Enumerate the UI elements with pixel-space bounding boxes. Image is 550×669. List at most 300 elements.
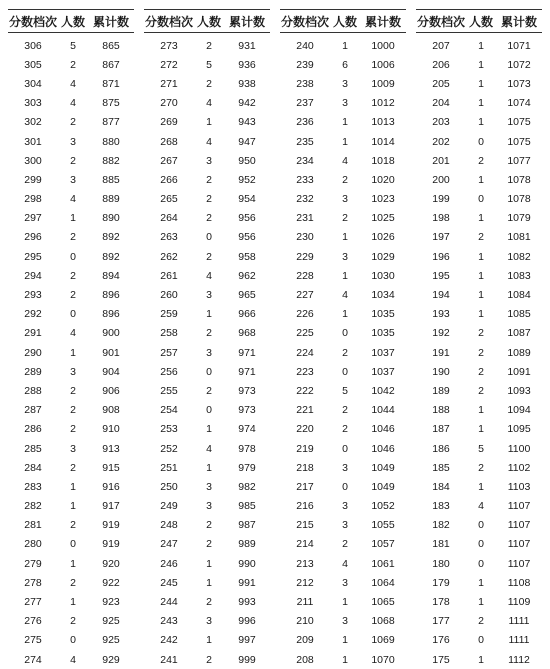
header-score-level: 分数档次 bbox=[8, 14, 57, 29]
cell-count: 4 bbox=[342, 154, 348, 167]
table-row bbox=[8, 94, 134, 113]
cell-score-level: 186 bbox=[432, 442, 450, 455]
cell-cumulative: 900 bbox=[102, 327, 120, 340]
cell-score-level: 205 bbox=[432, 77, 450, 90]
cell-score-level: 230 bbox=[296, 231, 314, 244]
table-row bbox=[416, 305, 542, 324]
cell-cumulative: 1061 bbox=[371, 557, 395, 570]
cell-count: 1 bbox=[342, 116, 348, 129]
table-row bbox=[144, 458, 270, 477]
table-row bbox=[280, 247, 406, 266]
cell-cumulative: 1037 bbox=[371, 365, 395, 378]
cell-cumulative: 1044 bbox=[371, 404, 395, 417]
cell-count: 2 bbox=[342, 404, 348, 417]
cell-count: 2 bbox=[70, 58, 76, 71]
cell-cumulative: 962 bbox=[238, 269, 256, 282]
cell-count: 3 bbox=[342, 193, 348, 206]
cell-count: 2 bbox=[206, 77, 212, 90]
cell-score-level: 261 bbox=[160, 269, 178, 282]
cell-score-level: 244 bbox=[160, 596, 178, 609]
table-row bbox=[8, 266, 134, 285]
cell-cumulative: 1094 bbox=[507, 404, 531, 417]
cell-cumulative: 1029 bbox=[371, 250, 395, 263]
cell-score-level: 275 bbox=[24, 634, 42, 647]
cell-count: 2 bbox=[70, 615, 76, 628]
table-row bbox=[8, 247, 134, 266]
table-row bbox=[280, 209, 406, 228]
table-row bbox=[144, 439, 270, 458]
cell-count: 2 bbox=[206, 653, 212, 666]
cell-score-level: 236 bbox=[296, 116, 314, 129]
cell-cumulative: 1075 bbox=[507, 135, 531, 148]
cell-count: 1 bbox=[478, 39, 484, 52]
table-row bbox=[416, 151, 542, 170]
table-column-group bbox=[144, 9, 270, 669]
cell-count: 3 bbox=[70, 173, 76, 186]
cell-cumulative: 1046 bbox=[371, 442, 395, 455]
header-cumulative: 累计数 bbox=[364, 14, 401, 29]
cell-score-level: 233 bbox=[296, 173, 314, 186]
cell-count: 1 bbox=[478, 116, 484, 129]
cell-cumulative: 1026 bbox=[371, 231, 395, 244]
cell-count: 3 bbox=[70, 135, 76, 148]
cell-score-level: 267 bbox=[160, 154, 178, 167]
cell-cumulative: 1079 bbox=[507, 212, 531, 225]
table-row bbox=[8, 477, 134, 496]
cell-cumulative: 974 bbox=[238, 423, 256, 436]
cell-score-level: 206 bbox=[432, 58, 450, 71]
cell-score-level: 195 bbox=[432, 269, 450, 282]
table-row bbox=[8, 113, 134, 132]
cell-cumulative: 906 bbox=[102, 384, 120, 397]
cell-count: 0 bbox=[70, 308, 76, 321]
cell-score-level: 197 bbox=[432, 231, 450, 244]
cell-count: 1 bbox=[70, 500, 76, 513]
table-row bbox=[416, 592, 542, 611]
table-row bbox=[8, 516, 134, 535]
cell-cumulative: 936 bbox=[238, 58, 256, 71]
table-body bbox=[416, 33, 542, 669]
cell-cumulative: 916 bbox=[102, 480, 120, 493]
cell-score-level: 270 bbox=[160, 97, 178, 110]
table-row bbox=[280, 170, 406, 189]
table-row bbox=[280, 55, 406, 74]
cell-score-level: 210 bbox=[296, 615, 314, 628]
cell-cumulative: 997 bbox=[238, 634, 256, 647]
table-row bbox=[416, 516, 542, 535]
cell-cumulative: 1064 bbox=[371, 576, 395, 589]
header-score-level: 分数档次 bbox=[144, 14, 193, 29]
cell-cumulative: 913 bbox=[102, 442, 120, 455]
cell-score-level: 175 bbox=[432, 653, 450, 666]
cell-cumulative: 954 bbox=[238, 193, 256, 206]
cell-score-level: 227 bbox=[296, 289, 314, 302]
cell-cumulative: 1071 bbox=[507, 39, 531, 52]
table-row bbox=[144, 94, 270, 113]
cell-count: 4 bbox=[478, 500, 484, 513]
cell-count: 3 bbox=[342, 615, 348, 628]
cell-cumulative: 920 bbox=[102, 557, 120, 570]
cell-score-level: 284 bbox=[24, 461, 42, 474]
cell-score-level: 303 bbox=[24, 97, 42, 110]
header-score-level: 分数档次 bbox=[280, 14, 329, 29]
table-row bbox=[280, 439, 406, 458]
cell-cumulative: 1093 bbox=[507, 384, 531, 397]
cell-score-level: 300 bbox=[24, 154, 42, 167]
cell-count: 2 bbox=[206, 384, 212, 397]
cell-count: 2 bbox=[478, 384, 484, 397]
cell-count: 1 bbox=[342, 596, 348, 609]
header-count: 人数 bbox=[332, 14, 357, 29]
cell-score-level: 286 bbox=[24, 423, 42, 436]
cell-cumulative: 1049 bbox=[371, 480, 395, 493]
cell-count: 2 bbox=[206, 538, 212, 551]
table-row bbox=[416, 36, 542, 55]
cell-count: 0 bbox=[206, 231, 212, 244]
cell-score-level: 181 bbox=[432, 538, 450, 551]
table-row bbox=[144, 132, 270, 151]
table-row bbox=[280, 497, 406, 516]
cell-count: 4 bbox=[342, 557, 348, 570]
cell-score-level: 276 bbox=[24, 615, 42, 628]
cell-score-level: 253 bbox=[160, 423, 178, 436]
cell-count: 1 bbox=[342, 653, 348, 666]
table-row bbox=[416, 554, 542, 573]
cell-score-level: 305 bbox=[24, 58, 42, 71]
cell-count: 0 bbox=[478, 193, 484, 206]
table-row bbox=[8, 573, 134, 592]
table-row bbox=[416, 477, 542, 496]
cell-cumulative: 1046 bbox=[371, 423, 395, 436]
header-score-level: 分数档次 bbox=[416, 14, 465, 29]
cell-cumulative: 1018 bbox=[371, 154, 395, 167]
cell-count: 2 bbox=[70, 289, 76, 302]
cell-count: 0 bbox=[70, 250, 76, 263]
cell-count: 1 bbox=[206, 634, 212, 647]
cell-score-level: 290 bbox=[24, 346, 42, 359]
cell-score-level: 179 bbox=[432, 576, 450, 589]
cell-cumulative: 1052 bbox=[371, 500, 395, 513]
table-row bbox=[8, 554, 134, 573]
cell-score-level: 272 bbox=[160, 58, 178, 71]
cell-cumulative: 1020 bbox=[371, 173, 395, 186]
cell-cumulative: 1100 bbox=[507, 442, 531, 455]
cell-count: 1 bbox=[478, 308, 484, 321]
cell-cumulative: 956 bbox=[238, 231, 256, 244]
cell-count: 4 bbox=[206, 269, 212, 282]
cell-score-level: 235 bbox=[296, 135, 314, 148]
cell-score-level: 191 bbox=[432, 346, 450, 359]
table-row bbox=[144, 55, 270, 74]
table-row bbox=[8, 362, 134, 381]
cell-cumulative: 1065 bbox=[371, 596, 395, 609]
table-row bbox=[144, 650, 270, 669]
cell-score-level: 277 bbox=[24, 596, 42, 609]
cell-score-level: 223 bbox=[296, 365, 314, 378]
cell-cumulative: 877 bbox=[102, 116, 120, 129]
cell-cumulative: 1055 bbox=[371, 519, 395, 532]
cell-cumulative: 947 bbox=[238, 135, 256, 148]
cell-cumulative: 1078 bbox=[507, 193, 531, 206]
cell-cumulative: 990 bbox=[238, 557, 256, 570]
cell-score-level: 229 bbox=[296, 250, 314, 263]
table-row bbox=[144, 535, 270, 554]
cell-count: 1 bbox=[478, 423, 484, 436]
table-row bbox=[144, 516, 270, 535]
table-row bbox=[416, 228, 542, 247]
cell-count: 1 bbox=[206, 116, 212, 129]
cell-count: 2 bbox=[478, 154, 484, 167]
cell-count: 0 bbox=[478, 634, 484, 647]
cell-cumulative: 889 bbox=[102, 193, 120, 206]
cell-score-level: 245 bbox=[160, 576, 178, 589]
cell-count: 2 bbox=[70, 423, 76, 436]
cell-score-level: 204 bbox=[432, 97, 450, 110]
cell-count: 2 bbox=[342, 538, 348, 551]
cell-cumulative: 982 bbox=[238, 480, 256, 493]
cell-score-level: 196 bbox=[432, 250, 450, 263]
cell-cumulative: 989 bbox=[238, 538, 256, 551]
cell-score-level: 200 bbox=[432, 173, 450, 186]
table-row bbox=[416, 170, 542, 189]
cell-count: 1 bbox=[342, 231, 348, 244]
cell-cumulative: 1000 bbox=[371, 39, 395, 52]
cell-score-level: 211 bbox=[296, 596, 314, 609]
cell-score-level: 282 bbox=[24, 500, 42, 513]
cell-score-level: 291 bbox=[24, 327, 42, 340]
cell-cumulative: 882 bbox=[102, 154, 120, 167]
cell-score-level: 252 bbox=[160, 442, 178, 455]
table-row bbox=[8, 170, 134, 189]
cell-cumulative: 966 bbox=[238, 308, 256, 321]
cell-score-level: 189 bbox=[432, 384, 450, 397]
cell-cumulative: 979 bbox=[238, 461, 256, 474]
table-header-row bbox=[8, 9, 134, 33]
table-row bbox=[280, 420, 406, 439]
cell-count: 3 bbox=[342, 519, 348, 532]
cell-score-level: 187 bbox=[432, 423, 450, 436]
table-row bbox=[8, 74, 134, 93]
table-row bbox=[280, 535, 406, 554]
table-row bbox=[8, 228, 134, 247]
cell-score-level: 238 bbox=[296, 77, 314, 90]
cell-cumulative: 943 bbox=[238, 116, 256, 129]
table-row bbox=[416, 190, 542, 209]
cell-count: 0 bbox=[342, 480, 348, 493]
table-row bbox=[8, 439, 134, 458]
cell-score-level: 185 bbox=[432, 461, 450, 474]
cell-count: 6 bbox=[342, 58, 348, 71]
cell-cumulative: 1089 bbox=[507, 346, 531, 359]
table-row bbox=[280, 266, 406, 285]
cell-cumulative: 993 bbox=[238, 596, 256, 609]
table-row bbox=[416, 74, 542, 93]
cell-count: 3 bbox=[206, 500, 212, 513]
cell-count: 0 bbox=[478, 519, 484, 532]
table-row bbox=[144, 362, 270, 381]
table-row bbox=[416, 132, 542, 151]
cell-cumulative: 908 bbox=[102, 404, 120, 417]
table-row bbox=[280, 554, 406, 573]
cell-cumulative: 938 bbox=[238, 77, 256, 90]
cell-count: 4 bbox=[70, 653, 76, 666]
cell-score-level: 203 bbox=[432, 116, 450, 129]
table-row bbox=[144, 401, 270, 420]
cell-score-level: 302 bbox=[24, 116, 42, 129]
cell-score-level: 208 bbox=[296, 653, 314, 666]
cell-score-level: 177 bbox=[432, 615, 450, 628]
table-row bbox=[416, 458, 542, 477]
table-body bbox=[8, 33, 134, 669]
cell-score-level: 279 bbox=[24, 557, 42, 570]
cell-cumulative: 931 bbox=[238, 39, 256, 52]
cell-score-level: 184 bbox=[432, 480, 450, 493]
cell-score-level: 239 bbox=[296, 58, 314, 71]
cell-score-level: 183 bbox=[432, 500, 450, 513]
cell-count: 0 bbox=[478, 135, 484, 148]
cell-count: 3 bbox=[342, 461, 348, 474]
cell-count: 2 bbox=[478, 231, 484, 244]
table-row bbox=[144, 592, 270, 611]
cell-cumulative: 968 bbox=[238, 327, 256, 340]
cell-count: 0 bbox=[342, 327, 348, 340]
cell-cumulative: 973 bbox=[238, 384, 256, 397]
cell-cumulative: 894 bbox=[102, 269, 120, 282]
cell-score-level: 226 bbox=[296, 308, 314, 321]
cell-count: 2 bbox=[478, 346, 484, 359]
cell-cumulative: 919 bbox=[102, 538, 120, 551]
cell-count: 2 bbox=[70, 576, 76, 589]
cell-score-level: 176 bbox=[432, 634, 450, 647]
table-row bbox=[8, 401, 134, 420]
table-row bbox=[8, 209, 134, 228]
cell-count: 2 bbox=[206, 212, 212, 225]
cell-score-level: 258 bbox=[160, 327, 178, 340]
cell-cumulative: 987 bbox=[238, 519, 256, 532]
cell-count: 1 bbox=[478, 77, 484, 90]
cell-score-level: 192 bbox=[432, 327, 450, 340]
cell-count: 2 bbox=[206, 327, 212, 340]
cell-score-level: 249 bbox=[160, 500, 178, 513]
cell-count: 3 bbox=[342, 250, 348, 263]
table-row bbox=[280, 74, 406, 93]
cell-cumulative: 952 bbox=[238, 173, 256, 186]
cell-cumulative: 892 bbox=[102, 250, 120, 263]
table-row bbox=[8, 650, 134, 669]
table-row bbox=[144, 36, 270, 55]
cell-score-level: 243 bbox=[160, 615, 178, 628]
cell-score-level: 241 bbox=[160, 653, 178, 666]
header-cumulative: 累计数 bbox=[500, 14, 537, 29]
table-row bbox=[144, 305, 270, 324]
table-row bbox=[144, 170, 270, 189]
table-row bbox=[416, 247, 542, 266]
table-row bbox=[280, 650, 406, 669]
table-row bbox=[8, 55, 134, 74]
header-count: 人数 bbox=[60, 14, 85, 29]
cell-count: 3 bbox=[206, 615, 212, 628]
cell-count: 2 bbox=[206, 250, 212, 263]
table-row bbox=[8, 132, 134, 151]
cell-score-level: 178 bbox=[432, 596, 450, 609]
header-count: 人数 bbox=[196, 14, 221, 29]
cell-score-level: 295 bbox=[24, 250, 42, 263]
cell-count: 4 bbox=[70, 77, 76, 90]
cell-cumulative: 867 bbox=[102, 58, 120, 71]
cell-cumulative: 1034 bbox=[371, 289, 395, 302]
cell-cumulative: 996 bbox=[238, 615, 256, 628]
table-row bbox=[144, 631, 270, 650]
cell-score-level: 262 bbox=[160, 250, 178, 263]
table-row bbox=[416, 209, 542, 228]
table-row bbox=[8, 285, 134, 304]
cell-count: 1 bbox=[342, 135, 348, 148]
cell-count: 1 bbox=[342, 39, 348, 52]
cell-score-level: 251 bbox=[160, 461, 178, 474]
table-row bbox=[144, 209, 270, 228]
cell-cumulative: 1042 bbox=[371, 384, 395, 397]
cell-count: 1 bbox=[478, 576, 484, 589]
header-cumulative: 累计数 bbox=[228, 14, 265, 29]
cell-score-level: 231 bbox=[296, 212, 314, 225]
cell-cumulative: 880 bbox=[102, 135, 120, 148]
cell-cumulative: 865 bbox=[102, 39, 120, 52]
cell-cumulative: 1084 bbox=[507, 289, 531, 302]
cell-cumulative: 1068 bbox=[371, 615, 395, 628]
cell-count: 2 bbox=[70, 269, 76, 282]
table-row bbox=[416, 650, 542, 669]
cell-cumulative: 1006 bbox=[371, 58, 395, 71]
table-column-group bbox=[280, 9, 406, 669]
cell-score-level: 280 bbox=[24, 538, 42, 551]
cell-score-level: 297 bbox=[24, 212, 42, 225]
cell-score-level: 285 bbox=[24, 442, 42, 455]
cell-score-level: 246 bbox=[160, 557, 178, 570]
table-row bbox=[144, 266, 270, 285]
table-row bbox=[416, 55, 542, 74]
cell-count: 4 bbox=[70, 97, 76, 110]
cell-count: 1 bbox=[342, 308, 348, 321]
cell-score-level: 287 bbox=[24, 404, 42, 417]
cell-count: 3 bbox=[70, 442, 76, 455]
cell-count: 1 bbox=[478, 250, 484, 263]
cell-cumulative: 1077 bbox=[507, 154, 531, 167]
table-row bbox=[8, 631, 134, 650]
cell-cumulative: 1083 bbox=[507, 269, 531, 282]
table-row bbox=[8, 612, 134, 631]
cell-cumulative: 1037 bbox=[371, 346, 395, 359]
cell-cumulative: 904 bbox=[102, 365, 120, 378]
table-row bbox=[416, 497, 542, 516]
cell-count: 3 bbox=[342, 500, 348, 513]
cell-cumulative: 892 bbox=[102, 231, 120, 244]
cell-cumulative: 1049 bbox=[371, 461, 395, 474]
cell-cumulative: 991 bbox=[238, 576, 256, 589]
cell-score-level: 304 bbox=[24, 77, 42, 90]
cell-count: 1 bbox=[206, 557, 212, 570]
cell-count: 0 bbox=[206, 404, 212, 417]
cell-score-level: 260 bbox=[160, 289, 178, 302]
table-row bbox=[144, 151, 270, 170]
cell-count: 1 bbox=[70, 557, 76, 570]
cell-score-level: 215 bbox=[296, 519, 314, 532]
cell-cumulative: 1107 bbox=[507, 519, 531, 532]
cell-count: 4 bbox=[342, 289, 348, 302]
cell-score-level: 271 bbox=[160, 77, 178, 90]
cell-count: 1 bbox=[342, 269, 348, 282]
cell-cumulative: 915 bbox=[102, 461, 120, 474]
cell-count: 5 bbox=[206, 58, 212, 71]
